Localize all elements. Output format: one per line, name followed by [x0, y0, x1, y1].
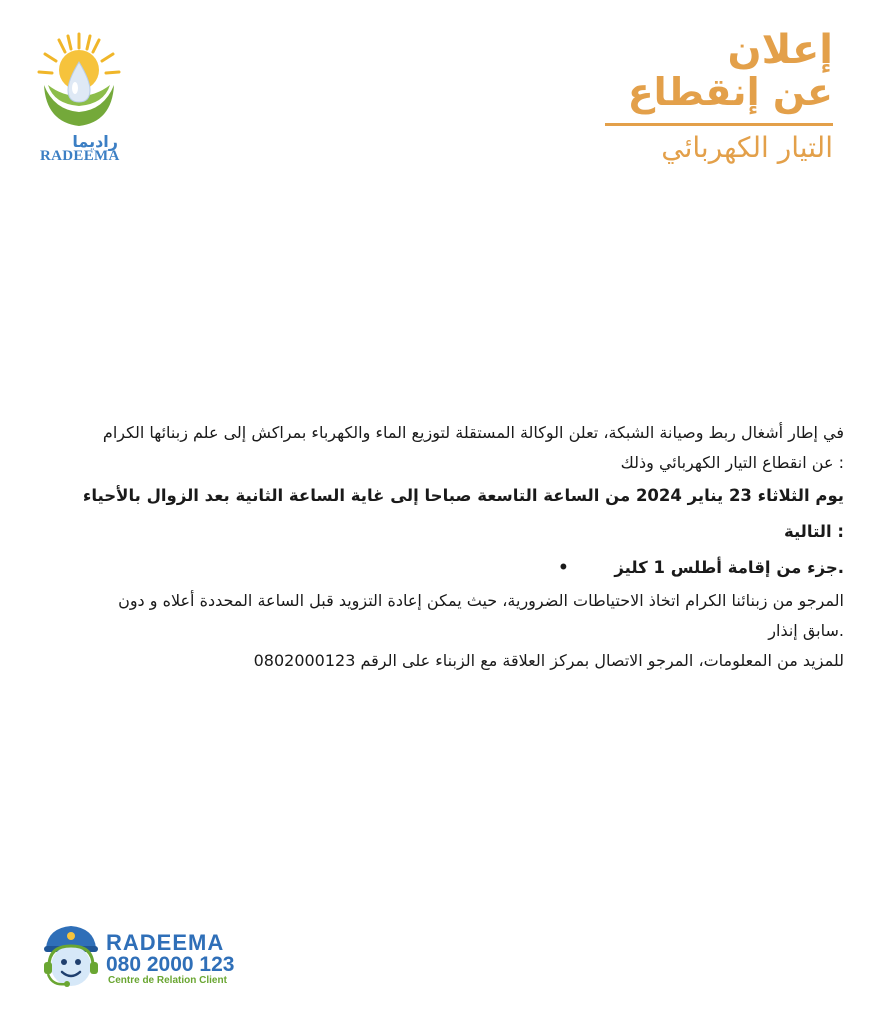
logo-arabic-name: راديما: [72, 132, 118, 151]
notice-line-2: .سابق إنذار: [768, 621, 844, 640]
radeema-sun-drop-icon: [34, 30, 124, 135]
radeema-logo: [34, 30, 124, 165]
mascot-icon: [38, 922, 104, 994]
intro-line-2: : عن انقطاع التيار الكهربائي وذلك: [620, 453, 844, 472]
logo-latin-name: RADEEMA: [40, 148, 120, 164]
title-divider: [605, 123, 833, 126]
contact-line: للمزيد من المعلومات، المرجو الاتصال بمركز العلاقة مع الزبناء على الرقم 0802000123: [253, 651, 844, 670]
title-line-2: عن إنقطاع: [627, 70, 833, 114]
date-line-1: يوم الثلاثاء 23 يناير 2024 من الساعة التاسعة صباحا إلى غاية الساعة الثانية بعد الزوال بالأحياء: [82, 486, 844, 505]
title-line-3: التيار الكهربائي: [661, 131, 833, 164]
footer-phone: 080 2000 123: [106, 953, 235, 976]
footer-brand: RADEEMA: [106, 930, 225, 955]
announcement-title: [593, 28, 833, 168]
intro-line-1: في إطار أشغال ربط وصيانة الشبكة، تعلن الوكالة المستقلة لتوزيع الماء والكهرباء بمراكش إلى علم زبنائها الكرام: [102, 423, 844, 442]
call-center-logo: [38, 920, 248, 1000]
notice-line-1: المرجو من زبنائنا الكرام اتخاذ الاحتياطات الضرورية، حيث يمكن إعادة التزويد قبل الساعة المحددة أعلاه و دون: [118, 591, 844, 610]
footer-tagline: Centre de Relation Client: [108, 975, 227, 986]
affected-area-item: [26, 550, 844, 586]
title-line-1: إعلان: [727, 27, 833, 73]
affected-area-text: .جزء من إقامة أطلس 1 كليز: [614, 558, 844, 577]
date-line-2: : التالية: [783, 522, 844, 541]
announcement-body: [26, 418, 844, 676]
bullet-icon: •: [558, 558, 569, 577]
